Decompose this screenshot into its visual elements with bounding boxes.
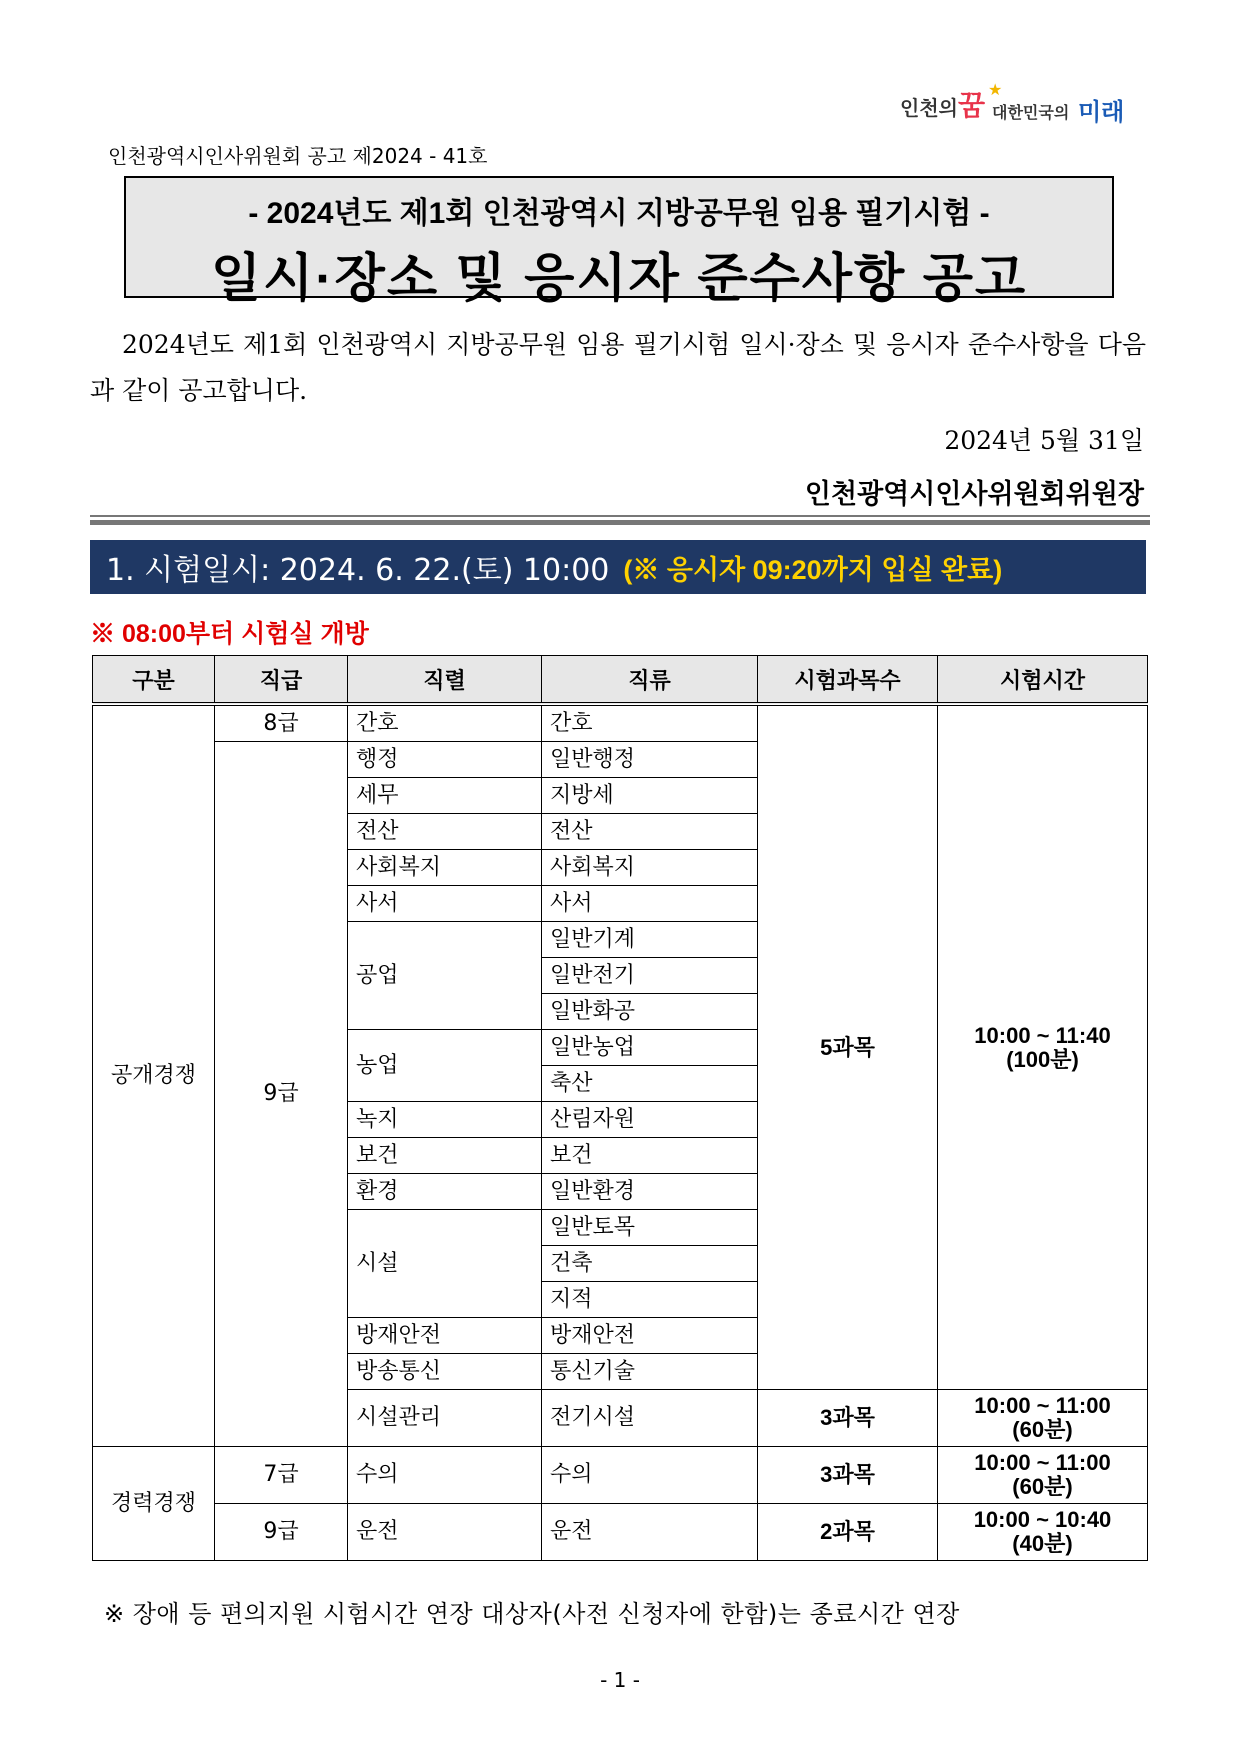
grade-cell: 9급 xyxy=(215,742,348,1447)
logo-text-1: 인천의 xyxy=(900,96,958,120)
class-cell: 일반전기 xyxy=(542,958,758,994)
logo-text-4: 미래 xyxy=(1078,98,1125,126)
subject-count-cell: 2과목 xyxy=(758,1504,938,1561)
class-cell: 운전 xyxy=(542,1504,758,1561)
header-category: 구분 xyxy=(93,656,215,705)
exam-time: 10:00 ~ 11:00 xyxy=(974,1450,1111,1475)
page-title: 일시·장소 및 응시자 준수사항 공고 xyxy=(210,250,1028,308)
exam-time: 10:00 ~ 11:40 xyxy=(974,1022,1111,1048)
series-cell: 행정 xyxy=(348,742,542,778)
section-title: 1. 시험일시: 2024. 6. 22.(토) 10:00 xyxy=(106,553,610,588)
grade-cell: 7급 xyxy=(215,1447,348,1504)
series-cell: 세무 xyxy=(348,778,542,814)
class-cell: 일반환경 xyxy=(542,1174,758,1210)
header-series: 직렬 xyxy=(348,656,542,705)
grade-cell: 9급 xyxy=(215,1504,348,1561)
class-cell: 사회복지 xyxy=(542,850,758,886)
notice-number: 인천광역시인사위원회 공고 제2024 - 41호 xyxy=(108,144,488,168)
class-cell: 간호 xyxy=(542,704,758,742)
exam-time: 10:00 ~ 10:40 xyxy=(973,1507,1112,1532)
series-cell: 녹지 xyxy=(348,1102,542,1138)
exam-duration: (60분) xyxy=(1012,1474,1073,1499)
series-cell: 농업 xyxy=(348,1030,542,1102)
class-cell: 산림자원 xyxy=(542,1102,758,1138)
class-cell: 일반농업 xyxy=(542,1030,758,1066)
table-row xyxy=(93,1504,1148,1561)
category-cell: 경력경쟁 xyxy=(93,1447,215,1561)
class-cell: 전기시설 xyxy=(542,1390,758,1447)
logo xyxy=(890,80,1140,126)
header-exam-time: 시험시간 xyxy=(938,656,1148,705)
section-heading xyxy=(90,540,1146,594)
header-class: 직류 xyxy=(542,656,758,705)
title-box xyxy=(124,176,1114,308)
notice-date: 2024년 5월 31일 xyxy=(944,426,1144,455)
header-subject-count: 시험과목수 xyxy=(758,656,938,705)
page-number: - 1 - xyxy=(600,1668,640,1692)
class-cell: 일반행정 xyxy=(542,742,758,778)
class-cell: 축산 xyxy=(542,1066,758,1102)
title-sub: - 2024년도 제1회 인천광역시 지방공무원 임용 필기시험 - xyxy=(248,197,990,230)
subject-count-cell: 3과목 xyxy=(758,1447,938,1504)
series-cell: 환경 xyxy=(348,1174,542,1210)
class-cell: 보건 xyxy=(542,1138,758,1174)
table-row xyxy=(93,704,1148,742)
subject-count-cell: 3과목 xyxy=(758,1390,938,1447)
exam-time-cell xyxy=(938,1390,1148,1447)
warning-note: ※ 08:00부터 시험실 개방 xyxy=(90,620,369,648)
series-cell: 전산 xyxy=(348,814,542,850)
series-cell: 사회복지 xyxy=(348,850,542,886)
class-cell: 방재안전 xyxy=(542,1318,758,1354)
section-highlight: (※ 응시자 09:20까지 입실 완료) xyxy=(623,554,1003,585)
class-cell: 일반토목 xyxy=(542,1210,758,1246)
class-cell: 수의 xyxy=(542,1447,758,1504)
series-cell: 사서 xyxy=(348,886,542,922)
series-cell: 공업 xyxy=(348,922,542,1030)
exam-time: 10:00 ~ 11:00 xyxy=(974,1393,1111,1418)
class-cell: 일반기계 xyxy=(542,922,758,958)
star-icon: ★ xyxy=(988,80,1003,99)
series-cell: 방송통신 xyxy=(348,1354,542,1390)
series-cell: 시설 xyxy=(348,1210,542,1318)
series-cell: 보건 xyxy=(348,1138,542,1174)
logo-text-2: 꿈 xyxy=(958,89,986,122)
series-cell: 간호 xyxy=(348,704,542,742)
table-row xyxy=(93,1447,1148,1504)
class-cell: 지방세 xyxy=(542,778,758,814)
footnote: ※ 장애 등 편의지원 시험시간 연장 대상자(사전 신청자에 한함)는 종료시간 연장 xyxy=(104,1600,960,1628)
class-cell: 지적 xyxy=(542,1282,758,1318)
exam-duration: (100분) xyxy=(1006,1046,1079,1072)
logo-text-3: 대한민국의 xyxy=(992,103,1070,122)
subject-count-cell: 5과목 xyxy=(758,704,938,1390)
intro-paragraph: 2024년도 제1회 인천광역시 지방공무원 임용 필기시험 일시·장소 및 응시자 준수사항을 다음과 같이 공고합니다. xyxy=(90,330,1146,405)
table-header-row xyxy=(93,656,1148,705)
divider-thick xyxy=(90,520,1150,525)
exam-time-cell xyxy=(938,704,1148,1390)
series-cell: 방재안전 xyxy=(348,1318,542,1354)
exam-time-cell xyxy=(938,1447,1148,1504)
header-grade: 직급 xyxy=(215,656,348,705)
signer: 인천광역시인사위원회위원장 xyxy=(804,479,1144,509)
class-cell: 전산 xyxy=(542,814,758,850)
series-cell: 운전 xyxy=(348,1504,542,1561)
exam-time-cell xyxy=(938,1504,1148,1561)
exam-schedule-table xyxy=(92,655,1148,1561)
class-cell: 일반화공 xyxy=(542,994,758,1030)
exam-duration: (60분) xyxy=(1012,1417,1073,1442)
class-cell: 통신기술 xyxy=(542,1354,758,1390)
divider xyxy=(90,515,1150,517)
exam-duration: (40분) xyxy=(1012,1531,1073,1556)
grade-cell: 8급 xyxy=(215,704,348,742)
series-cell: 시설관리 xyxy=(348,1390,542,1447)
class-cell: 사서 xyxy=(542,886,758,922)
series-cell: 수의 xyxy=(348,1447,542,1504)
class-cell: 건축 xyxy=(542,1246,758,1282)
category-cell: 공개경쟁 xyxy=(93,704,215,1447)
